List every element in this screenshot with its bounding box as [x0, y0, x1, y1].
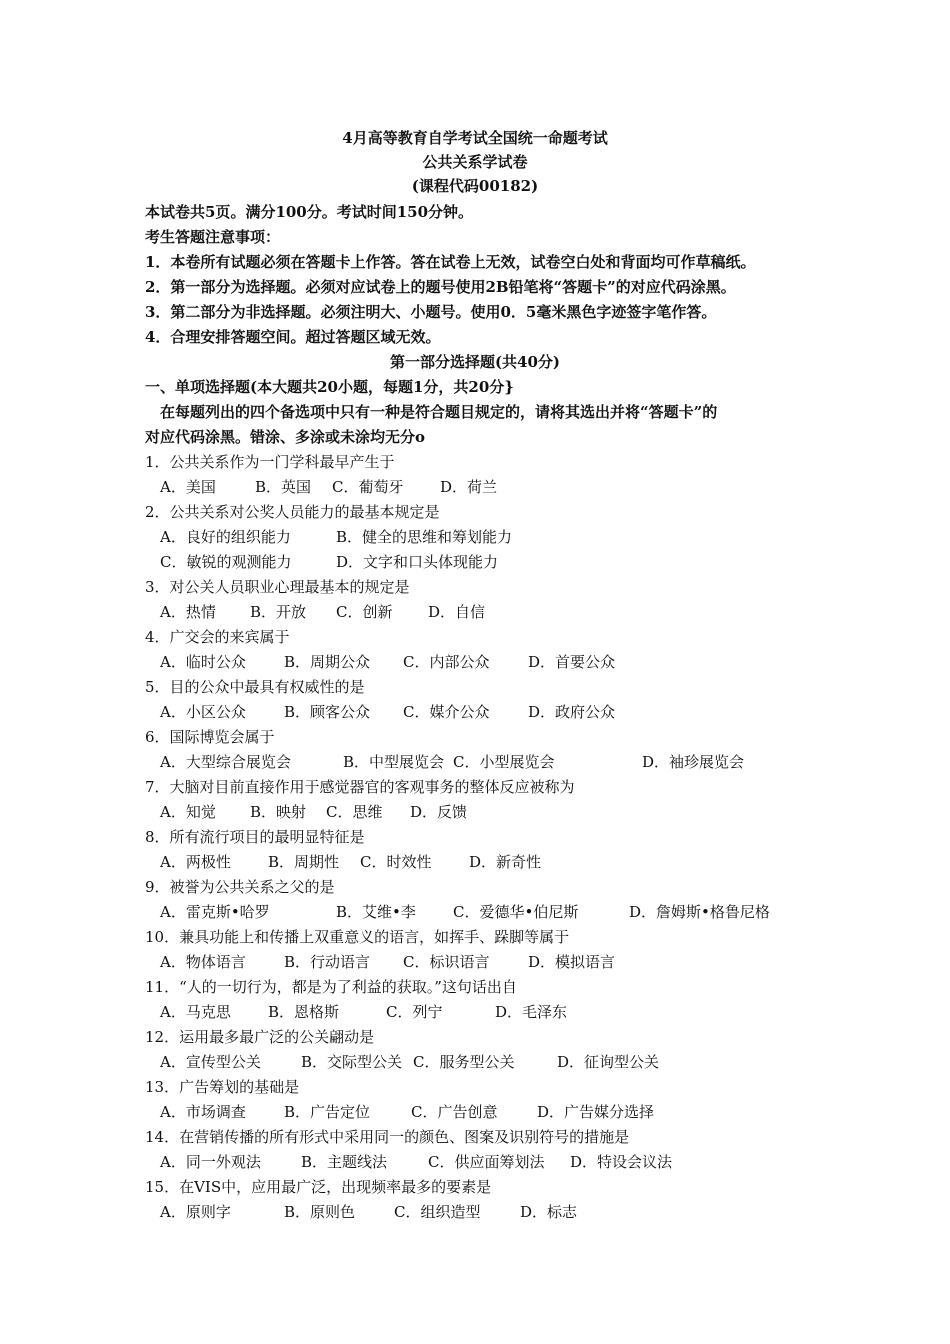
option-a: A．两极性: [160, 853, 231, 871]
option-b: B．广告定位: [284, 1103, 371, 1121]
question-stem: 6．国际博览会属于: [145, 728, 275, 746]
option-a: A．临时公众: [160, 653, 246, 671]
option-d: D．标志: [520, 1203, 578, 1221]
option-b: B．顾客公众: [284, 703, 371, 721]
option-d: D．毛泽东: [495, 1003, 568, 1021]
notice-item: 2．第一部分为选择题。必须对应试卷上的题号使用2B铅笔将“答题卡”的对应代码涂黑。: [145, 278, 736, 296]
option-b: B．艾维•李: [336, 903, 416, 921]
question-stem: 15．在VIS中，应用最广泛，出现频率最多的要素是: [145, 1178, 492, 1196]
option-d: D．政府公众: [528, 703, 616, 721]
option-c: C．时效性: [360, 853, 432, 871]
option-d: D．反馈: [410, 803, 468, 821]
question-stem: 3．对公关人员职业心理最基本的规定是: [145, 578, 410, 596]
question-stem: 10．兼具功能上和传播上双重意义的语言，如挥手、跺脚等属于: [145, 928, 570, 946]
question-stem: 12．运用最多最广泛的公关翩动是: [145, 1028, 375, 1046]
question-stem: 13．广告筹划的基础是: [145, 1078, 300, 1096]
option-c: C．创新: [336, 603, 393, 621]
option-b: B．映射: [250, 803, 307, 821]
question-options: [160, 477, 880, 497]
option-a: A．市场调查: [160, 1103, 246, 1121]
option-d: D．征询型公关: [557, 1053, 660, 1071]
option-a: A．原则字: [160, 1203, 231, 1221]
option-c: C．广告创意: [411, 1103, 498, 1121]
question-stem: 4．广交会的来宾属于: [145, 628, 290, 646]
option-b: B．原则色: [284, 1203, 356, 1221]
option-b: B．周期公众: [284, 653, 371, 671]
option-d: D．模拟语言: [528, 953, 616, 971]
option-b: B．恩格斯: [268, 1003, 340, 1021]
question-options: [160, 902, 880, 922]
option-a: A．小区公众: [160, 703, 246, 721]
option-b: B．开放: [250, 603, 307, 621]
option-d: D．文字和口头体现能力: [336, 553, 499, 571]
option-a: A．良好的组织能力: [160, 528, 291, 546]
section-instruction: 对应代码涂黑。错涂、多涂或未涂均无分o: [145, 428, 426, 446]
notice-item: 3．第二部分为非选择题。必须注明大、小题号。使用0．5毫米黑色字迹签字笔作答。: [145, 303, 717, 321]
question-options: [160, 527, 880, 547]
question-options: [160, 1102, 880, 1122]
option-a: A．同一外观法: [160, 1153, 261, 1171]
question-stem: 2．公共关系对公奖人员能力的最基本规定是: [145, 503, 440, 521]
option-d: D．袖珍展览会: [642, 753, 745, 771]
question-stem: 9．被誉为公共关系之父的是: [145, 878, 335, 896]
option-c: C．敏锐的观测能力: [160, 553, 292, 571]
option-b: B．交际型公关: [301, 1053, 403, 1071]
section-title: 一、单项选择题(本大题共20小题，每题1分，共20分}: [145, 378, 514, 396]
question-options: [160, 1152, 880, 1172]
option-a: A．美国: [160, 478, 216, 496]
option-c: C．媒介公众: [403, 703, 490, 721]
option-c: C．葡萄牙: [332, 478, 404, 496]
question-options: [160, 1002, 880, 1022]
part-title: 第一部分选择题(共40分): [389, 353, 561, 371]
option-d: D．詹姆斯•格鲁尼格: [629, 903, 770, 921]
option-a: A．物体语言: [160, 953, 246, 971]
question-stem: 14．在营销传播的所有形式中采用同一的颜色、图案及识别符号的措施是: [145, 1128, 630, 1146]
option-b: B．周期性: [268, 853, 340, 871]
course-code: (课程代码00182): [411, 177, 539, 195]
question-stem: 11．“人的一切行为，都是为了利益的获取。”这句话出自: [145, 978, 517, 996]
option-c: C．小型展览会: [453, 753, 555, 771]
question-options: [160, 802, 880, 822]
option-d: D．自信: [428, 603, 486, 621]
notice-item: 1．本卷所有试题必须在答题卡上作答。答在试卷上无效，试卷空白处和背面均可作草稿纸。: [145, 253, 756, 271]
option-d: D．首要公众: [528, 653, 616, 671]
option-a: A．知觉: [160, 803, 216, 821]
option-a: A．宣传型公关: [160, 1053, 261, 1071]
option-c: C．标识语言: [403, 953, 490, 971]
option-b: B．英国: [255, 478, 312, 496]
option-c: C．内部公众: [403, 653, 490, 671]
notice-item: 4．合理安排答题空间。超过答题区域无效。: [145, 328, 441, 346]
option-a: A．雷克斯•哈罗: [160, 903, 270, 921]
question-options: [160, 652, 880, 672]
exam-info: 本试卷共5页。满分100分。考试时间150分钟。: [145, 203, 474, 221]
option-c: C．思维: [326, 803, 383, 821]
question-options: [160, 702, 880, 722]
notice-title: 考生答题注意事项：: [145, 228, 281, 246]
section-instruction: 在每题列出的四个备选项中只有一种是符合题目规定的，请将其选出并将“答题卡”的: [160, 403, 718, 421]
option-d: D．新奇性: [469, 853, 542, 871]
option-c: C．列宁: [386, 1003, 443, 1021]
option-b: B．行动语言: [284, 953, 371, 971]
option-c: C．组织造型: [394, 1203, 481, 1221]
question-stem: 8．所有流行项目的最明显特征是: [145, 828, 365, 846]
question-options: [160, 1052, 880, 1072]
option-b: B．健全的思维和筹划能力: [336, 528, 513, 546]
question-options: [160, 1202, 880, 1222]
exam-subtitle: 公共关系学试卷: [422, 153, 528, 171]
option-d: D．广告媒分选择: [537, 1103, 655, 1121]
option-c: C．爱德华•伯尼斯: [453, 903, 579, 921]
option-a: A．马克思: [160, 1003, 231, 1021]
option-b: B．中型展览会: [343, 753, 445, 771]
option-c: C．服务型公关: [413, 1053, 515, 1071]
option-a: A．热情: [160, 603, 216, 621]
question-options: [160, 852, 880, 872]
question-options: [160, 602, 880, 622]
option-c: C．供应面筹划法: [428, 1153, 545, 1171]
question-options: [160, 552, 880, 572]
exam-title: 4月高等教育自学考试全国统一命题考试: [342, 129, 608, 147]
option-d: D．特设会议法: [570, 1153, 673, 1171]
option-b: B．主题线法: [301, 1153, 388, 1171]
question-stem: 7．大脑对目前直接作用于感觉器官的客观事务的整体反应被称为: [145, 778, 575, 796]
question-options: [160, 752, 880, 772]
option-d: D．荷兰: [440, 478, 498, 496]
question-stem: 5．目的公众中最具有权威性的是: [145, 678, 365, 696]
question-options: [160, 952, 880, 972]
option-a: A．大型综合展览会: [160, 753, 291, 771]
question-stem: 1．公共关系作为一门学科最早产生于: [145, 453, 395, 471]
